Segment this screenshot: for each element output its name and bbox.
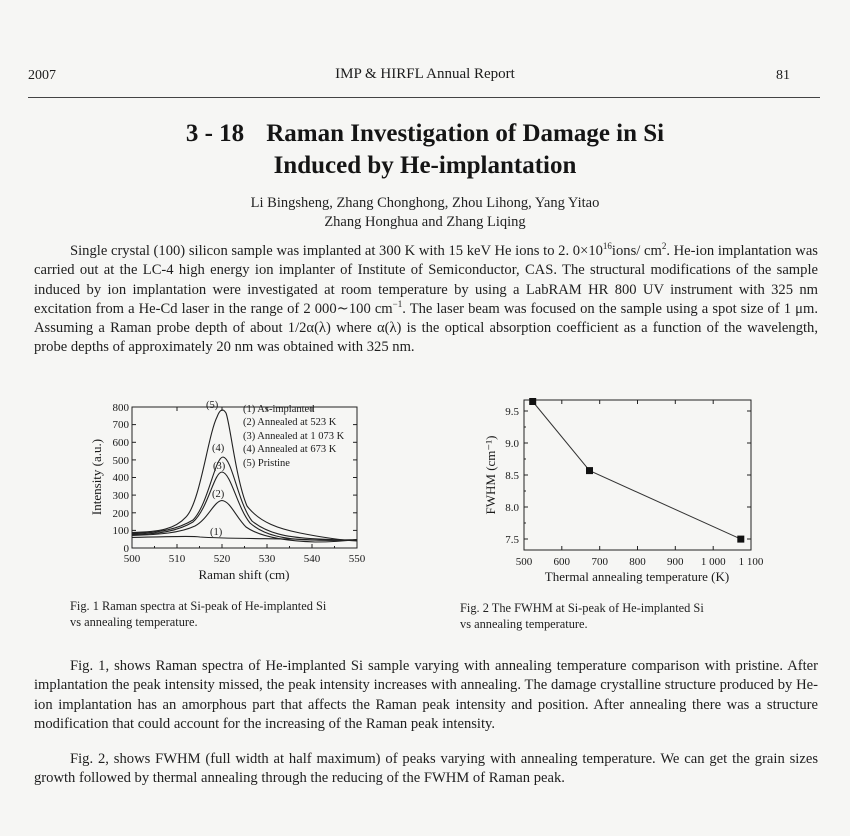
- p1-text-c: . He-ion implantation was carried out at the LC-4 high energy ion implanter of Institute of Semiconductor, CAS. The structural modifications of the sample induced by ion implantation were investigated at room temperature by using a LabRAM HR 800 UV instrument with 325 nm excitation from a He-Cd laser in the range of 2 000∼100 cm: [34, 243, 818, 317]
- svg-text:800: 800: [629, 556, 646, 568]
- x-ticks: [562, 400, 713, 550]
- author-list: [0, 194, 850, 232]
- svg-text:500: 500: [515, 556, 533, 568]
- marker-673k: [586, 467, 593, 474]
- svg-text:1 000: 1 000: [700, 556, 726, 568]
- svg-text:0: 0: [123, 543, 129, 555]
- header-journal-title: IMP & HIRFL Annual Report: [335, 66, 515, 82]
- svg-text:8.0: 8.0: [505, 502, 519, 514]
- data-markers: [529, 398, 744, 543]
- x-tick-labels: [124, 553, 366, 565]
- svg-text:540: 540: [303, 553, 321, 565]
- svg-text:900: 900: [667, 556, 684, 568]
- p2-text: Fig. 1, shows Raman spectra of He-implanted Si sample varying with annealing temperature comparison with pristine. After implantation the peak intensity missed, the peak intensity increases with annealing. The damage crystalline structure produced by He-ion implantation has an amorphous part that affects the Raman peak intensity and position. After annealing there was a structure modification that could account for the increasing of the Raman peak intensity.: [34, 658, 818, 732]
- spectra-curves: [132, 410, 357, 542]
- svg-text:700: 700: [591, 556, 608, 568]
- figure-1-raman-spectra: [60, 395, 380, 595]
- legend-entry: (2) Annealed at 523 K: [243, 417, 337, 428]
- svg-text:(5): (5): [206, 400, 219, 411]
- p1-text-b: ions/ cm: [611, 243, 662, 259]
- legend-entry: (5) Pristine: [243, 458, 290, 469]
- header-divider: [28, 97, 820, 98]
- svg-text:400: 400: [112, 472, 129, 484]
- legend-entry: (4) Annealed at 673 K: [243, 444, 337, 455]
- y-ticks: [524, 411, 751, 539]
- svg-text:8.5: 8.5: [505, 470, 519, 482]
- y-axis-label: Intensity (a.u.): [89, 438, 104, 516]
- svg-text:500: 500: [123, 553, 141, 565]
- caption-line: vs annealing temperature.: [460, 617, 588, 631]
- svg-text:(1): (1): [210, 527, 223, 538]
- x-axis-label: Raman shift (cm): [198, 567, 290, 582]
- svg-text:550: 550: [348, 553, 366, 565]
- y-tick-labels: [113, 402, 130, 555]
- p3-text: Fig. 2, shows FWHM (full width at half maximum) of peaks varying with annealing temperature. We can get the grain sizes growth followed by thermal annealing through the reducing of the FWHM of Raman peak.: [34, 751, 818, 787]
- svg-text:600: 600: [553, 556, 571, 568]
- figure-2-caption: [460, 600, 800, 632]
- caption-line: Fig. 2 The FWHM at Si-peak of He-implanted Si: [460, 601, 704, 615]
- svg-text:(3): (3): [213, 461, 226, 472]
- x-axis-label: Thermal annealing temperature (K): [544, 569, 730, 584]
- svg-text:(4): (4): [212, 443, 225, 454]
- marker-523k: [529, 398, 536, 405]
- svg-text:800: 800: [112, 402, 129, 414]
- p1-exponent-2: 2: [661, 241, 667, 252]
- y-tick-labels: [505, 406, 519, 546]
- p1-text-d: . The laser beam was focused on the sample using a spot size of 1 μm. Assuming a Raman probe depth of about 1/2α(λ) where α(λ) is the optical absorption coefficient as a function of the wavelength, probe depths of approximately 20 nm was obtained with 325 nm.: [34, 300, 818, 356]
- y-axis-label: FWHM (cm⁻¹): [483, 435, 498, 515]
- authors-line-2: Zhang Honghua and Zhang Liqing: [324, 214, 526, 230]
- figure-1-caption: [70, 598, 410, 630]
- title-line-1: Raman Investigation of Damage in Si: [266, 120, 665, 147]
- curve-pristine: [132, 410, 357, 541]
- paragraph-fig2-discussion: [34, 750, 818, 789]
- svg-text:7.5: 7.5: [505, 534, 519, 546]
- article-title: [0, 118, 850, 182]
- legend: [243, 404, 345, 469]
- svg-text:600: 600: [112, 437, 129, 449]
- x-tick-labels: [516, 556, 764, 568]
- figure-2-fwhm-chart: [460, 395, 790, 595]
- authors-line-1: Li Bingsheng, Zhang Chonghong, Zhou Lihong, Yang Yitao: [250, 195, 600, 211]
- caption-line: Fig. 1 Raman spectra at Si-peak of He-implanted Si: [70, 599, 327, 613]
- svg-text:510: 510: [168, 553, 186, 565]
- x-ticks: [132, 407, 357, 548]
- svg-text:530: 530: [258, 553, 276, 565]
- marker-1073k: [737, 536, 744, 543]
- plot-frame: [132, 407, 357, 548]
- svg-text:9.5: 9.5: [505, 406, 519, 418]
- p1-exponent-3: −1: [392, 299, 403, 310]
- svg-text:500: 500: [112, 455, 129, 467]
- svg-text:520: 520: [213, 553, 231, 565]
- title-line-2: Induced by He-implantation: [273, 152, 577, 179]
- svg-text:100: 100: [112, 525, 129, 537]
- header-page-number: 81: [776, 68, 790, 83]
- svg-text:300: 300: [112, 490, 129, 502]
- svg-text:1 100: 1 100: [738, 556, 764, 568]
- p1-exponent: 16: [602, 241, 612, 252]
- svg-text:9.0: 9.0: [505, 438, 519, 450]
- header-year: 2007: [28, 68, 56, 83]
- article-number: 3 - 18: [185, 120, 245, 147]
- legend-entry: (3) Annealed at 1 073 K: [243, 431, 345, 442]
- paragraph-fig1-discussion: [34, 657, 818, 734]
- plot-frame: [524, 400, 751, 550]
- paragraph-methods: [34, 242, 818, 358]
- svg-text:200: 200: [112, 508, 129, 520]
- fwhm-line: [533, 402, 741, 540]
- svg-text:(2): (2): [212, 489, 225, 500]
- svg-text:700: 700: [112, 419, 129, 431]
- p1-text-a: Single crystal (100) silicon sample was implanted at 300 K with 15 keV He ions to 2. 0×10: [70, 243, 603, 259]
- caption-line: vs annealing temperature.: [70, 615, 198, 629]
- legend-entry: (1) As-implanted: [243, 404, 315, 415]
